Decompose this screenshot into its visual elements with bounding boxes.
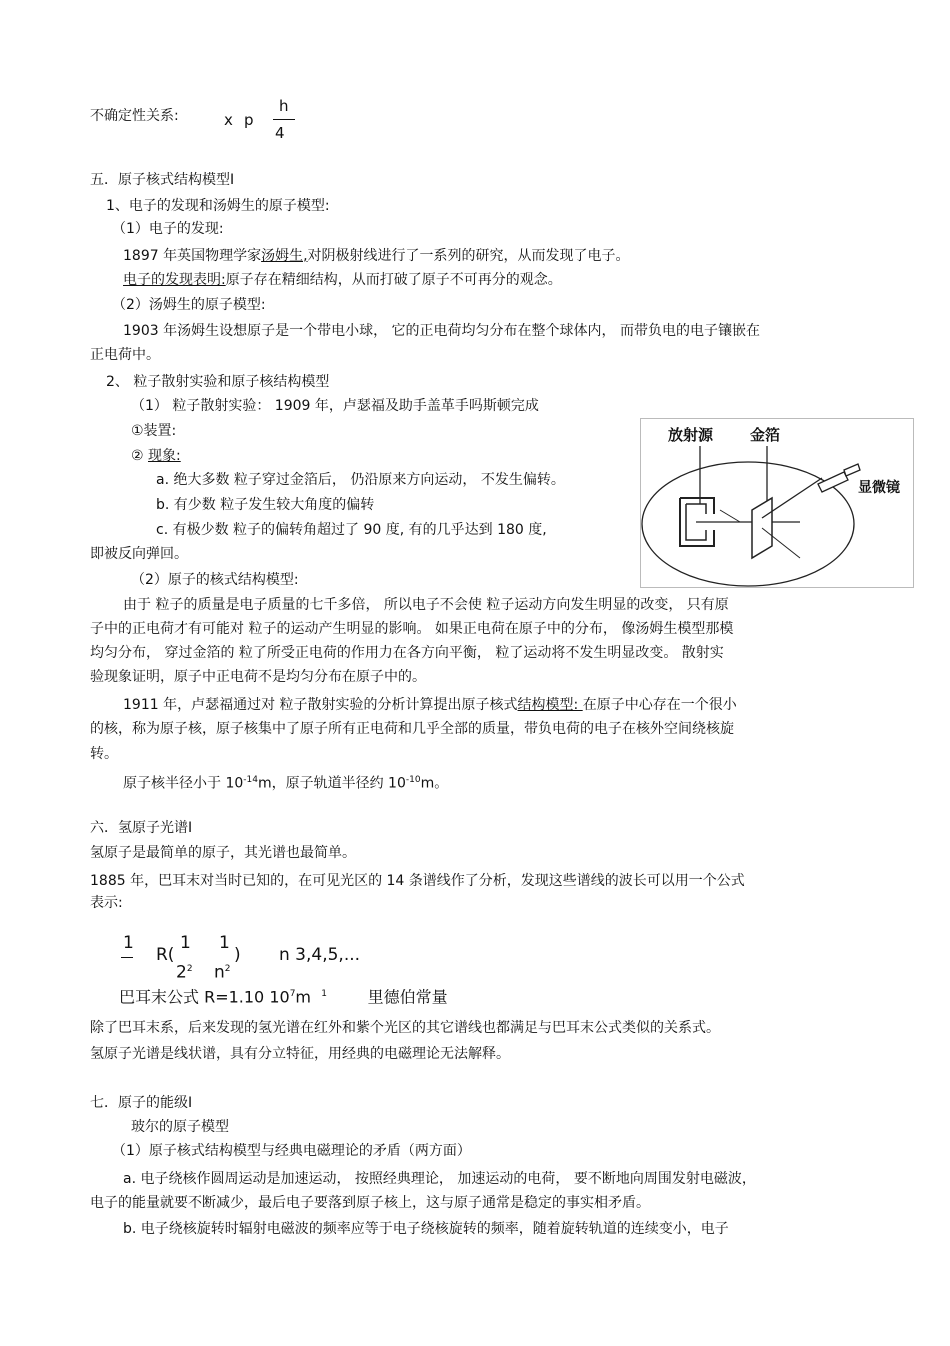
formula-1a: 1 — [180, 933, 191, 953]
formula-R: R( — [156, 945, 175, 965]
uncertainty-p: p — [244, 111, 254, 129]
formula-one: 1 — [123, 933, 134, 953]
section-6-line-5: 氢原子光谱是线状谱，具有分立特征，用经典的电磁理论无法解释。 — [90, 1046, 510, 1062]
section-5-sub2-2: （2）原子的核式结构模型: — [131, 572, 299, 588]
paragraph-reason-4: 验现象证明，原子中正电荷不是均匀分布在原子中的。 — [90, 669, 426, 685]
formula-close: ) — [234, 945, 241, 965]
contradiction-a: a. 电子绕核作圆周运动是加速运动， 按照经典理论， 加速运动的电荷， 要不断地向周围发射电磁波， — [123, 1171, 756, 1187]
section-5-sub2-1: （1） 粒子散射实验： 1909 年，卢瑟福及助手盖革手吗斯顿完成 — [131, 398, 539, 414]
section-6-title: 六．氢原子光谱Ⅰ — [90, 820, 193, 836]
radius-line: 原子核半径小于 $10^{-14}m$，原子轨道半径约 $10^{-10}m$。 — [123, 775, 449, 792]
section-7-title: 七．原子的能级Ⅰ — [90, 1095, 193, 1111]
formula-n-values: n 3,4,5,... — [279, 945, 361, 965]
section-5-sub1-2: （2）汤姆生的原子模型: — [112, 297, 266, 313]
figure-label-microscope: 显微镜 — [858, 480, 900, 496]
fraction-bar — [273, 119, 295, 120]
formula-1b: 1 — [219, 933, 230, 953]
section-5-sub1-1: （1）电子的发现: — [112, 221, 224, 237]
paragraph-1911-end: 转。 — [90, 746, 118, 762]
phenomenon-c: c. 有极少数 粒子的偏转角超过了 90 度, 有的几乎达到 180 度, — [156, 522, 547, 538]
formula-n-squared: $n^2$ — [214, 962, 231, 983]
uncertainty-label: 不确定性关系: — [90, 108, 179, 124]
figure-label-foil: 金箔 — [750, 426, 781, 444]
apparatus-label: ①装置: — [131, 423, 177, 439]
section-6-line-4: 除了巴耳末系，后来发现的氢光谱在红外和紫个光区的其它谱线也都满足与巴耳末公式类似的关系式。 — [90, 1020, 720, 1036]
phenomenon-a: a. 绝大多数 粒子穿过金箔后， 仍沿原来方向运动， 不发生偏转。 — [156, 472, 565, 488]
paragraph-electron-meaning: 电子的发现表明:原子存在精细结构，从而打破了原子不可再分的观念。 — [123, 272, 562, 288]
contradiction-b: b. 电子绕核旋转时辐射电磁波的频率应等于电子绕核旋转的频率，随着旋转轨道的连续变小，电子 — [123, 1221, 729, 1237]
uncertainty-x: x — [224, 111, 233, 129]
paragraph-reason-3: 均匀分布， 穿过金箔的 粒了所受正电荷的作用力在各方向平衡， 粒了运动将不发生明显改变。 散射实 — [90, 645, 724, 661]
section-5-sub2: 2、 粒子散射实验和原子核结构模型 — [106, 374, 330, 390]
section-6-line-1: 氢原子是最简单的原子，其光谱也最简单。 — [90, 845, 356, 861]
paragraph-1911: 1911 年，卢瑟福通过对 粒子散射实验的分析计算提出原子核式结构模型: 在原子中心存在一个很小 — [123, 697, 737, 713]
section-7-line-2: （1）原子核式结构模型与经典电磁理论的矛盾（两方面） — [112, 1143, 471, 1159]
phenomenon-b: b. 有少数 粒子发生较大角度的偏转 — [156, 497, 375, 513]
figure-label-source: 放射源 — [668, 426, 714, 444]
section-5-title: 五．原子核式结构模型Ⅰ — [90, 172, 235, 188]
section-6-line-3: 表示: — [90, 895, 123, 911]
formula-fraction-bar-1 — [121, 957, 133, 958]
uncertainty-numerator: h — [279, 97, 289, 115]
phenomenon-label: ② 现象: — [131, 448, 181, 464]
paragraph-1903-cont: 正电荷中。 — [90, 347, 160, 363]
paragraph-1911-cont: 的核，称为原子核，原子核集中了原子所有正电荷和几乎全部的质量，带负电荷的电子在核外空间绕核旋 — [90, 721, 734, 737]
paragraph-reason-1: 由于 粒子的质量是电子质量的七千多倍， 所以电子不会使 粒子运动方向发生明显的改变， 只有原 — [123, 597, 729, 613]
contradiction-a-cont: 电子的能量就要不断减少，最后电子要落到原子核上，这与原子通常是稳定的事实相矛盾。 — [90, 1195, 650, 1211]
paragraph-1903: 1903 年汤姆生设想原子是一个带电小球， 它的正电荷均匀分布在整个球体内， 而带负电的电子镶嵌在 — [123, 323, 760, 339]
formula-2-squared: $2^2$ — [176, 962, 193, 983]
alpha-scattering-figure — [640, 418, 914, 588]
uncertainty-denominator: 4 — [275, 124, 285, 142]
section-7-line-1: 玻尔的原子模型 — [131, 1119, 229, 1135]
paragraph-reason-2: 子中的正电荷才有可能对 粒子的运动产生明显的影响。 如果正电荷在原子中的分布， 像汤姆生模型那模 — [90, 621, 734, 637]
section-6-line-2: 1885 年，巴耳末对当时已知的，在可见光区的 14 条谱线作了分析，发现这些谱线的波长可以用一个公式 — [90, 873, 745, 889]
rydberg-line: 巴耳末公式 R=1.10 $10^7m$ $^1$ 里德伯常量 — [119, 987, 448, 1007]
phenomenon-c-cont: 即被反向弹回。 — [90, 546, 188, 562]
section-5-sub1: 1、电子的发现和汤姆生的原子模型: — [106, 198, 330, 214]
paragraph-1897: 1897 年英国物理学家汤姆生,对阴极射线进行了一系列的研究，从而发现了电子。 — [123, 248, 630, 264]
